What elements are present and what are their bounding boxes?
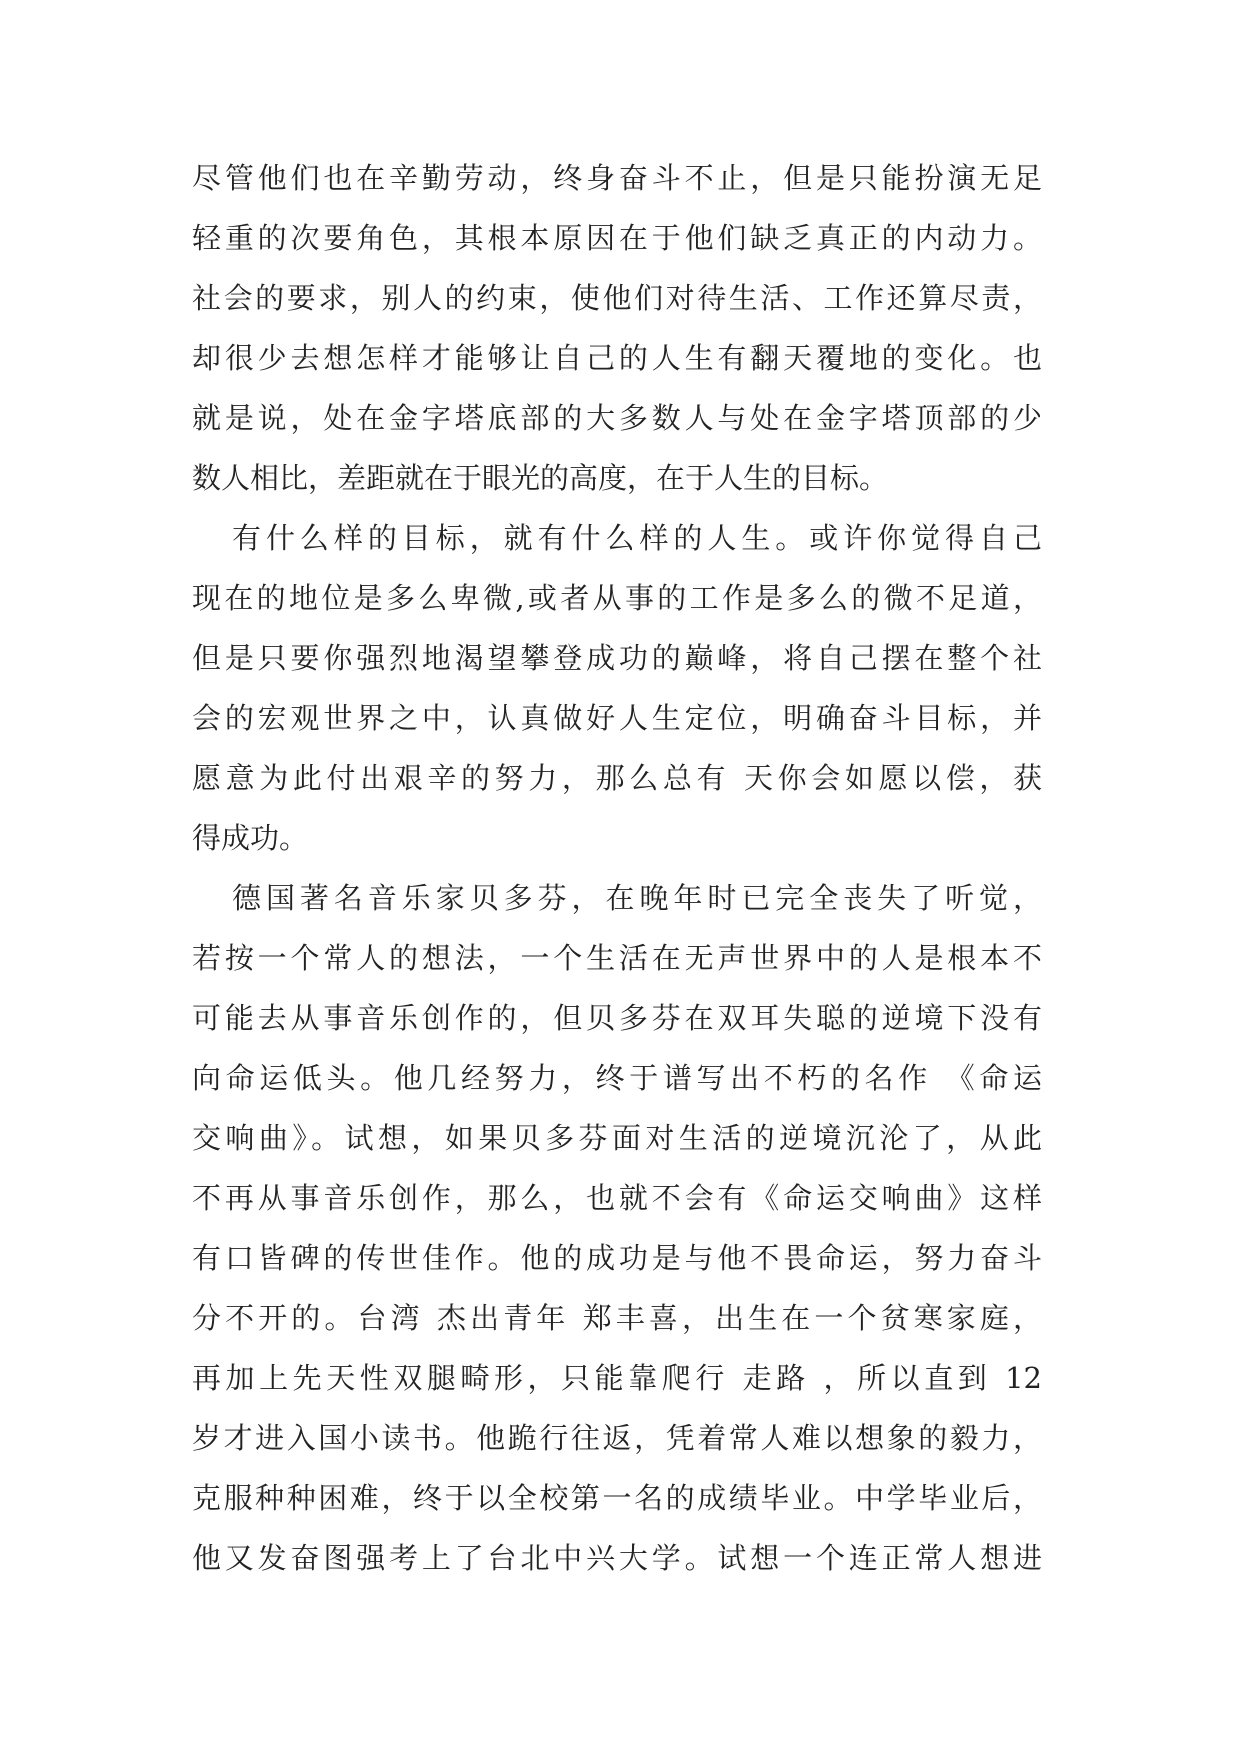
text-line: 尽管他们也在辛勤劳动，终身奋斗不止，但是只能扮演无足 (192, 161, 1042, 195)
text-line: 却很少去想怎样才能够让自己的人生有翻天覆地的变化。也 (192, 341, 1042, 375)
text-line: 再加上先天性双腿畸形，只能靠爬行 走路 ，所以直到 12 (192, 1361, 1042, 1395)
text-line: 向命运低头。他几经努力，终于谱写出不朽的名作 《命运 (192, 1061, 1042, 1095)
text-line: 会的宏观世界之中，认真做好人生定位，明确奋斗目标，并 (192, 701, 1042, 735)
text-line: 愿意为此付出艰辛的努力，那么总有 天你会如愿以偿，获 (192, 761, 1042, 795)
paragraph (192, 868, 1042, 1588)
text-line: 但是只要你强烈地渴望攀登成功的巅峰，将自己摆在整个社 (192, 641, 1042, 675)
text-line: 社会的要求，别人的约束，使他们对待生活、工作还算尽责， (192, 281, 1042, 315)
text-line: 可能去从事音乐创作的，但贝多芬在双耳失聪的逆境下没有 (192, 1001, 1042, 1035)
text-line: 岁才进入国小读书。他跪行往返，凭着常人难以想象的毅力， (192, 1421, 1042, 1455)
paragraph (192, 508, 1042, 868)
text-line: 交响曲》。试想，如果贝多芬面对生活的逆境沉沦了，从此 (192, 1121, 1042, 1155)
text-line: 就是说，处在金字塔底部的大多数人与处在金字塔顶部的少 (192, 401, 1042, 435)
text-line: 若按一个常人的想法，一个生活在无声世界中的人是根本不 (192, 941, 1042, 975)
text-line: 克服种种困难，终于以全校第一名的成绩毕业。中学毕业后， (192, 1481, 1042, 1515)
document-body (192, 148, 1042, 1588)
text-line: 他又发奋图强考上了台北中兴大学。试想一个连正常人想进 (192, 1541, 1042, 1575)
text-line: 德国著名音乐家贝多芬，在晚年时已完全丧失了听觉， (232, 881, 1042, 915)
text-line: 现在的地位是多么卑微,或者从事的工作是多么的微不足道， (192, 581, 1042, 615)
text-line: 有口皆碑的传世佳作。他的成功是与他不畏命运，努力奋斗 (192, 1241, 1042, 1275)
text-line: 不再从事音乐创作，那么，也就不会有《命运交响曲》这样 (192, 1181, 1042, 1215)
text-line: 轻重的次要角色，其根本原因在于他们缺乏真正的内动力。 (192, 221, 1042, 255)
text-line: 有什么样的目标，就有什么样的人生。或许你觉得自己 (232, 521, 1042, 555)
text-line: 得成功。 (192, 821, 309, 855)
paragraph (192, 148, 1042, 508)
text-line: 数人相比，差距就在于眼光的高度，在于人生的目标。 (192, 461, 889, 495)
text-line: 分不开的。台湾 杰出青年 郑丰喜，出生在一个贫寒家庭， (192, 1301, 1042, 1335)
